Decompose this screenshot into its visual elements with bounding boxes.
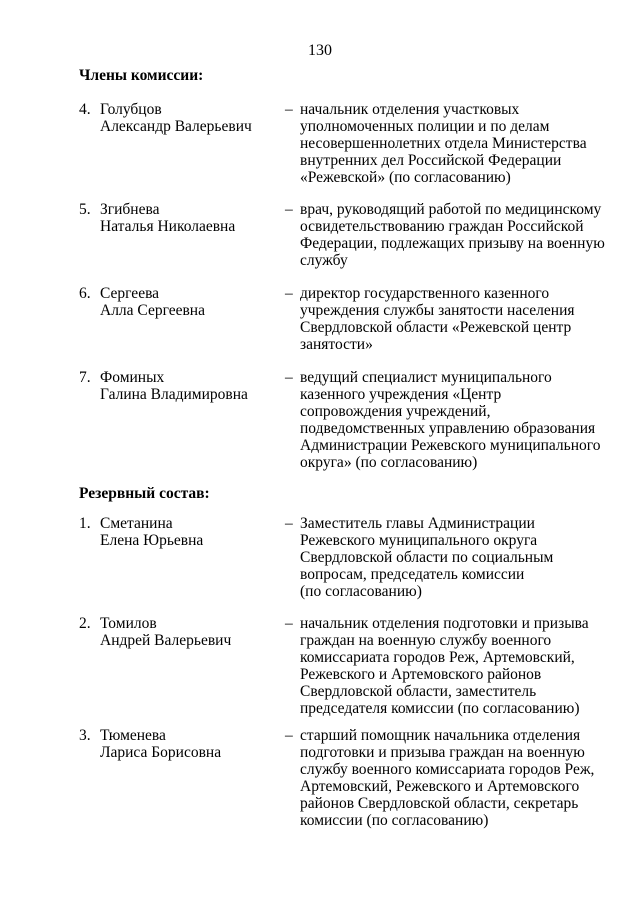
given-name: Алла Сергеевна	[100, 302, 205, 319]
dash: –	[285, 727, 293, 744]
description-line: (по согласованию)	[300, 583, 422, 600]
given-name: Галина Владимировна	[100, 386, 248, 403]
description-line: вопросам, председатель комиссии	[300, 566, 525, 583]
person-name	[100, 101, 280, 135]
position-description	[300, 515, 600, 600]
description-line: начальник отделения участковых	[300, 101, 520, 118]
entry-number: 4.	[79, 101, 91, 118]
dash: –	[285, 285, 293, 302]
person-name	[100, 727, 280, 761]
description-line: комиссии (по согласованию)	[300, 812, 489, 829]
description-line: Федерации, подлежащих призыву на военную	[300, 235, 605, 252]
description-line: занятости»	[300, 336, 373, 353]
description-line: врач, руководящий работой по медицинскому	[300, 201, 602, 218]
description-line: председателя комиссии (по согласованию)	[300, 700, 580, 717]
dash: –	[285, 615, 293, 632]
section-heading-members: Члены комиссии:	[79, 67, 204, 84]
description-line: несовершеннолетних отдела Министерства	[300, 135, 587, 152]
description-line: Режевского и Артемовского районов	[300, 666, 542, 683]
surname: Томилов	[100, 615, 157, 632]
description-line: внутренних дел Российской Федерации	[300, 152, 562, 169]
description-line: Администрации Режевского муниципального	[300, 437, 601, 454]
entry-number: 3.	[79, 727, 91, 744]
dash: –	[285, 515, 293, 532]
description-line: округа» (по согласованию)	[300, 454, 478, 471]
person-name	[100, 515, 280, 549]
description-line: сопровождения учреждений,	[300, 403, 491, 420]
surname: Тюменева	[100, 727, 166, 744]
person-name	[100, 201, 280, 235]
description-line: граждан на военную службу военного	[300, 632, 552, 649]
position-description	[300, 201, 605, 269]
description-line: директор государственного казенного	[300, 285, 550, 302]
description-line: Режевского муниципального округа	[300, 532, 538, 549]
person-name	[100, 285, 280, 319]
description-line: старший помощник начальника отделения	[300, 727, 581, 744]
description-line: Свердловской области «Режевской центр	[300, 319, 572, 336]
dash: –	[285, 201, 293, 218]
given-name: Наталья Николаевна	[100, 218, 236, 235]
description-line: уполномоченных полиции и по делам	[300, 118, 550, 135]
description-line: службу	[300, 252, 348, 269]
entry-number: 5.	[79, 201, 91, 218]
surname: Фоминых	[100, 369, 165, 386]
dash: –	[285, 369, 293, 386]
description-line: Свердловской области, заместитель	[300, 683, 537, 700]
description-line: начальник отделения подготовки и призыва	[300, 615, 589, 632]
entry-number: 7.	[79, 369, 91, 386]
surname: Сергеева	[100, 285, 160, 302]
description-line: районов Свердловской области, секретарь	[300, 795, 579, 812]
position-description	[300, 615, 600, 717]
position-description	[300, 101, 600, 186]
given-name: Александр Валерьевич	[100, 118, 252, 135]
page-number: 130	[308, 42, 332, 59]
description-line: ведущий специалист муниципального	[300, 369, 552, 386]
description-line: Артемовский, Режевского и Артемовского	[300, 778, 580, 795]
person-name	[100, 369, 280, 403]
section-heading-reserve: Резервный состав:	[79, 485, 210, 502]
given-name: Андрей Валерьевич	[100, 632, 232, 649]
description-line: комиссариата городов Реж, Артемовский,	[300, 649, 575, 666]
entry-number: 2.	[79, 615, 91, 632]
position-description	[300, 285, 600, 353]
entry-number: 6.	[79, 285, 91, 302]
position-description	[300, 369, 600, 471]
description-line: «Режевской» (по согласованию)	[300, 169, 511, 186]
surname: Голубцов	[100, 101, 162, 118]
person-name	[100, 615, 280, 649]
description-line: казенного учреждения «Центр	[300, 386, 502, 403]
description-line: Свердловской области по социальным	[300, 549, 554, 566]
description-line: освидетельствованию граждан Российской	[300, 218, 584, 235]
position-description	[300, 727, 600, 829]
description-line: подведомственных управлению образования	[300, 420, 596, 437]
description-line: службу военного комиссариата городов Реж,	[300, 761, 595, 778]
description-line: учреждения службы занятости населения	[300, 302, 575, 319]
description-line: подготовки и призыва граждан на военную	[300, 744, 585, 761]
dash: –	[285, 101, 293, 118]
description-line: Заместитель главы Администрации	[300, 515, 535, 532]
given-name: Лариса Борисовна	[100, 744, 222, 761]
entry-number: 1.	[79, 515, 91, 532]
given-name: Елена Юрьевна	[100, 532, 204, 549]
surname: Згибнева	[100, 201, 160, 218]
surname: Сметанина	[100, 515, 173, 532]
